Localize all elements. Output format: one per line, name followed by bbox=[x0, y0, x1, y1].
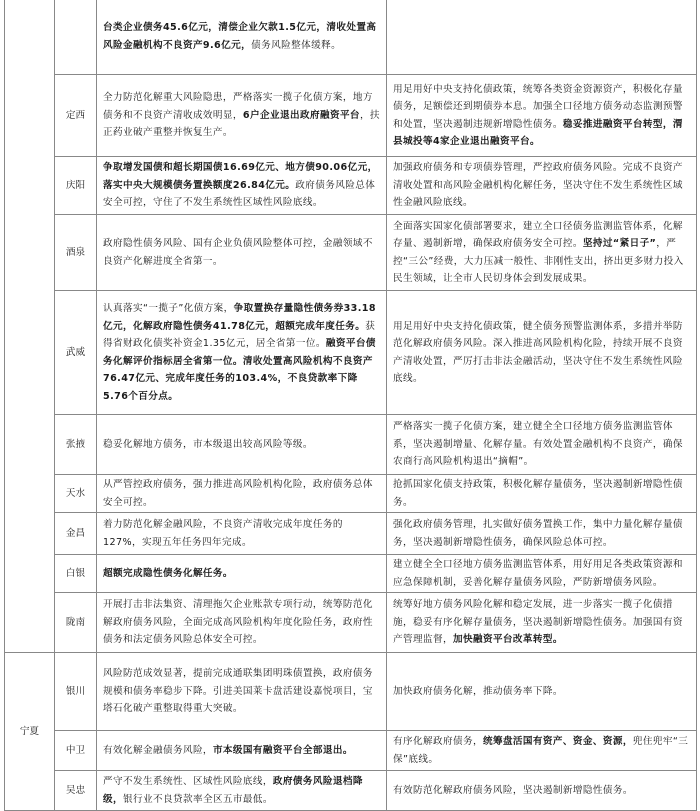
text-segment: 银行业不良贷款率全区五市最低。 bbox=[123, 793, 273, 805]
table-row bbox=[5, 75, 697, 157]
text-segment: 加快融资平台改革转型。 bbox=[452, 634, 563, 646]
table-row bbox=[5, 0, 697, 75]
text-segment: 台类企业债务45.6亿元，清偿企业欠款1.5亿元，清收处置高风险金融机构不良资产9.6亿元， bbox=[103, 22, 377, 51]
plan-cell bbox=[387, 653, 697, 731]
table-row bbox=[5, 731, 697, 771]
text-segment: 有序化解政府债务， bbox=[393, 736, 483, 747]
progress-cell bbox=[97, 771, 387, 811]
text-segment: 争取置换存量隐性债务券33.18亿元，化解政府隐性债务41.78亿元，超额完成年度任务。 bbox=[103, 303, 376, 332]
text-segment: 统筹盘活国有资产、资金、资源， bbox=[482, 736, 633, 747]
text-segment: 严格落实一揽子化债方案，建立健全全口径地方债务监测监管体系，坚决遏制增量、化解存量。有效处置金融机构不良资产，确保农商行高风险机构退出“摘帽”。 bbox=[393, 421, 683, 468]
text-segment: 市本级国有融资平台全部退出。 bbox=[212, 744, 353, 756]
city-cell: 张掖 bbox=[55, 415, 97, 475]
city-cell: 庆阳 bbox=[55, 157, 97, 215]
text-segment: 用足用好中央支持化债政策，统筹各类资金资源资产，积极化存量债务，足额偿还到期债券本息。加强全口径地方债务动态监测预警和处置，坚决遏制违规新增隐性债务。 bbox=[393, 83, 683, 130]
table-row bbox=[5, 555, 697, 593]
progress-cell bbox=[97, 555, 387, 593]
text-segment: 争取增发国债和超长期国债16.69亿元、地方债90.06亿元，落实中央大规模债务置换额度26.84亿元。 bbox=[103, 162, 378, 191]
plan-cell bbox=[387, 0, 697, 75]
text-segment: 坚持过“紧日子” bbox=[582, 238, 657, 249]
text-segment: 获得省财政化债奖补资金1.35亿元，居全省第一位。 bbox=[103, 320, 376, 349]
text-segment: 风险防范成效显著，提前完成通联集团明珠债置换，政府债务规模和债务率稳步下降。引进美国莱卡盘活建设嘉悦项目，宝塔石化破产重整取得重大突破。 bbox=[103, 668, 373, 715]
city-cell: 陇南 bbox=[55, 593, 97, 653]
progress-cell bbox=[97, 475, 387, 513]
text-segment: 债务风险整体缓释。 bbox=[251, 39, 342, 51]
progress-cell bbox=[97, 513, 387, 555]
city-cell: 中卫 bbox=[55, 731, 97, 771]
table-row bbox=[5, 157, 697, 215]
city-cell bbox=[55, 0, 97, 75]
text-segment: 政府债务风险退档降级， bbox=[103, 776, 363, 805]
province-cell-ningxia: 宁夏 bbox=[5, 653, 55, 811]
progress-cell bbox=[97, 75, 387, 157]
province-cell-gansu bbox=[5, 0, 55, 653]
text-segment: 稳妥化解地方债务，市本级退出较高风险等级。 bbox=[103, 438, 313, 450]
text-segment: 从严管控政府债务，强力推进高风险机构化险，政府债务总体安全可控。 bbox=[103, 479, 373, 508]
plan-cell bbox=[387, 291, 697, 415]
text-segment: 统筹好地方债务风险化解和稳定发展，进一步落实一揽子化债措施，稳妥有序化解存量债务，坚决遏制新增隐性债务。加强国有资产管理监督， bbox=[393, 599, 683, 646]
table-row bbox=[5, 513, 697, 555]
text-segment: 政府隐性债务风险、国有企业负债风险整体可控，金融领域不良资产化解进度全省第一。 bbox=[103, 238, 373, 267]
text-segment: 兜住兜牢“三保”底线。 bbox=[393, 736, 689, 765]
text-segment: 着力防范化解金融风险，不良资产清收完成年度任务的127%，实现五年任务四年完成。 bbox=[103, 519, 343, 548]
plan-cell bbox=[387, 475, 697, 513]
plan-cell bbox=[387, 415, 697, 475]
plan-cell bbox=[387, 75, 697, 157]
progress-cell bbox=[97, 593, 387, 653]
text-segment: 稳妥推进融资平台转型，渭县城投等4家企业退出融资平台。 bbox=[393, 118, 683, 147]
plan-cell bbox=[387, 513, 697, 555]
plan-cell bbox=[387, 157, 697, 215]
text-segment: 严守不发生系统性、区域性风险底线， bbox=[103, 776, 273, 787]
plan-cell bbox=[387, 731, 697, 771]
progress-cell bbox=[97, 291, 387, 415]
text-segment: 加强政府债务和专项债券管理，严控政府债务风险。完成不良资产清收处置和高风险金融机构化解任务，坚决守住不发生系统性区域性金融风险底线。 bbox=[393, 162, 683, 209]
progress-cell bbox=[97, 157, 387, 215]
text-segment: 全力防范化解重大风险隐患，严格落实一揽子化债方案，地方债务和不良资产清收成效明显， bbox=[103, 92, 373, 121]
table-row bbox=[5, 475, 697, 513]
city-cell: 酒泉 bbox=[55, 215, 97, 291]
text-segment: 融资平台债务化解评价指标居全省第一位。清收处置高风险机构不良资产76.47亿元、完成年度任务的103.4%，不良贷款率下降5.76个百分点。 bbox=[103, 338, 376, 402]
plan-cell bbox=[387, 555, 697, 593]
progress-cell bbox=[97, 653, 387, 731]
progress-cell bbox=[97, 415, 387, 475]
progress-cell bbox=[97, 731, 387, 771]
plan-cell bbox=[387, 215, 697, 291]
text-segment: 用足用好中央支持化债政策，健全债务预警监测体系，多措并举防范化解政府债务风险。深入推进高风险机构化险，持续开展不良资产清收处置，严厉打击非法金融活动，坚决守住不发生系统性风险底线。 bbox=[393, 320, 683, 384]
progress-cell bbox=[97, 0, 387, 75]
text-segment: 有效化解金融债务风险， bbox=[103, 744, 213, 756]
table-row bbox=[5, 771, 697, 811]
city-cell: 白银 bbox=[55, 555, 97, 593]
city-cell: 吴忠 bbox=[55, 771, 97, 811]
city-cell: 天水 bbox=[55, 475, 97, 513]
text-segment: 抢抓国家化债支持政策，积极化解存量债务，坚决遏制新增隐性债务。 bbox=[393, 479, 683, 508]
city-cell: 武威 bbox=[55, 291, 97, 415]
table-row bbox=[5, 215, 697, 291]
plan-cell bbox=[387, 771, 697, 811]
text-segment: 政府债务风险总体安全可控，守住了不发生系统性区域性风险底线。 bbox=[103, 179, 376, 209]
text-segment: 超额完成隐性债务化解任务。 bbox=[103, 567, 233, 579]
text-segment: 有效防范化解政府债务风险，坚决遏制新增隐性债务。 bbox=[393, 784, 633, 796]
text-segment: 认真落实“一揽子”化债方案， bbox=[103, 303, 234, 314]
city-cell: 银川 bbox=[55, 653, 97, 731]
city-cell: 金昌 bbox=[55, 513, 97, 555]
text-segment: 加快政府债务化解，推动债务率下降。 bbox=[393, 685, 563, 697]
table-row bbox=[5, 593, 697, 653]
text-segment: 建立健全全口径地方债务监测监管体系，用好用足各类政策资源和应急保障机制，妥善化解存量债务风险，严防新增债务风险。 bbox=[393, 559, 683, 588]
text-segment: 6户企业退出政府融资平台 bbox=[242, 109, 360, 121]
city-cell: 定西 bbox=[55, 75, 97, 157]
table-row bbox=[5, 653, 697, 731]
text-segment: 开展打击非法集资、清理拖欠企业账款专项行动，统筹防范化解政府债务风险，全面完成高风险机构年度化险任务，政府性债务和法定债务风险总体安全可控。 bbox=[103, 599, 373, 646]
text-segment: ，严控“三公”经费，大力压减一般性、非刚性支出，挤出更多财力投入民生领域，让全市人民切身体会到发展成果。 bbox=[393, 238, 684, 284]
table-row bbox=[5, 291, 697, 415]
text-segment: ，扶正药业破产重整并恢复生产。 bbox=[103, 109, 380, 139]
table-row bbox=[5, 415, 697, 475]
progress-cell bbox=[97, 215, 387, 291]
plan-cell bbox=[387, 593, 697, 653]
text-segment: 全面落实国家化债部署要求，建立全口径债务监测监管体系，化解存量、遏制新增，确保政府债务安全可控。 bbox=[393, 220, 683, 249]
text-segment: 强化政府债务管理，扎实做好债务置换工作，集中力量化解存量债务，坚决遏制新增隐性债务，确保风险总体可控。 bbox=[393, 519, 683, 548]
city-policy-table bbox=[4, 0, 697, 811]
